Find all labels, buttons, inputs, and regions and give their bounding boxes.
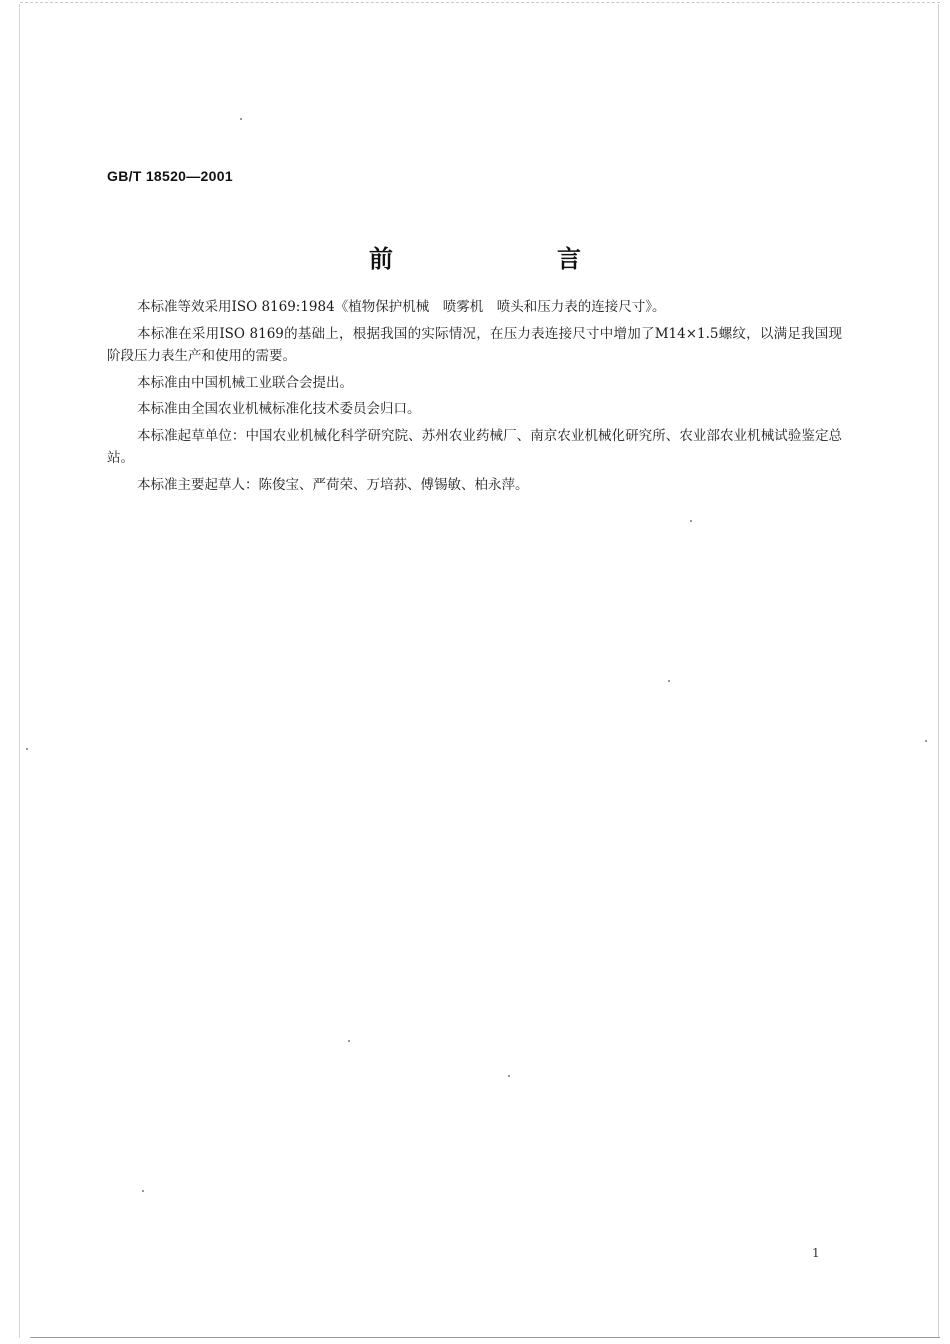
- paragraph-proposer: 本标准由中国机械工业联合会提出。: [137, 374, 353, 391]
- page-title: 前 言: [369, 245, 651, 273]
- scan-speck: [240, 118, 242, 120]
- paragraph-drafting-units: 本标准起草单位：中国农业机械化科学研究院、苏州农业药械厂、南京农业机械化研究所、农业部农业机械试验鉴定总站。: [107, 427, 842, 466]
- page-number: 1: [812, 1246, 820, 1260]
- scan-border-right: [938, 4, 939, 1338]
- paragraph-committee: 本标准由全国农业机械标准化技术委员会归口。: [137, 401, 421, 417]
- scan-border-left: [19, 4, 20, 1338]
- scan-speck: [668, 680, 670, 682]
- scan-speck: [690, 520, 692, 522]
- paragraph-drafters: 本标准主要起草人：陈俊宝、严荷荣、万培荪、傅锡敏、柏永萍。: [137, 476, 529, 493]
- scan-speck: [26, 748, 28, 750]
- scan-speck: [348, 1040, 350, 1042]
- scan-border-bottom: [30, 1337, 940, 1338]
- paragraph-modification: 本标准在采用ISO 8169的基础上，根据我国的实际情况，在压力表连接尺寸中增加了M14×1.5螺纹，以满足我国现阶段压力表生产和使用的需要。: [107, 325, 842, 364]
- scan-border-top: [20, 2, 940, 3]
- scan-speck: [142, 1190, 144, 1192]
- standard-code: GB/T 18520—2001: [107, 168, 233, 184]
- scan-speck: [508, 1075, 510, 1077]
- foreword-body: [107, 296, 842, 500]
- scan-speck: [925, 740, 927, 742]
- paragraph-adoption: 本标准等效采用ISO 8169:1984《植物保护机械 喷雾机 喷头和压力表的连接尺寸》。: [137, 299, 666, 315]
